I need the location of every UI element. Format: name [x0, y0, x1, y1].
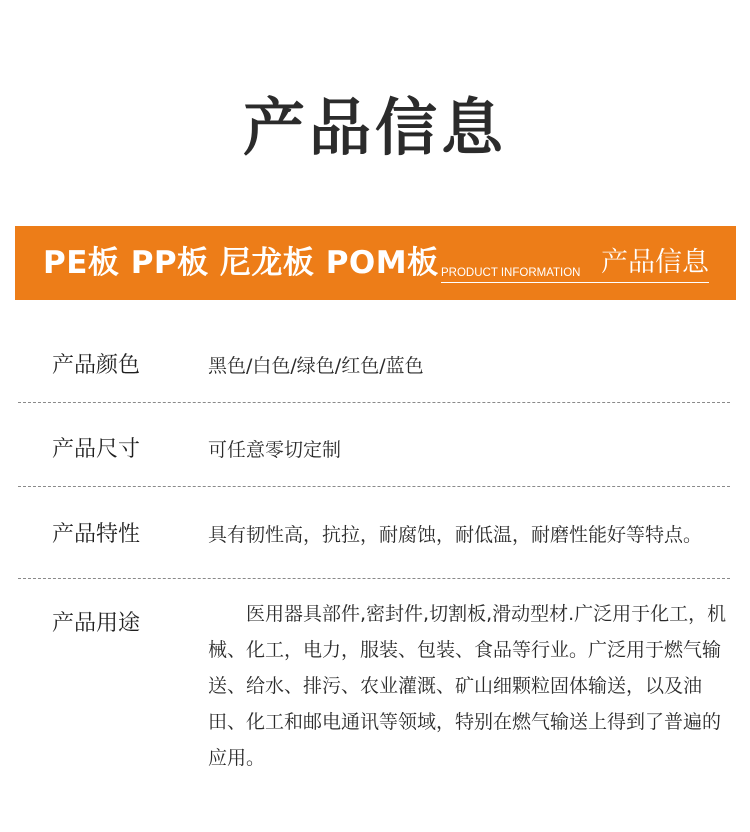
- spec-label-size: 产品尺寸: [52, 437, 141, 462]
- banner-title: PE板 PP板 尼龙板 POM板: [43, 245, 439, 281]
- page-title: 产品信息: [242, 91, 507, 164]
- banner-subtitle: [441, 244, 709, 283]
- banner-subtitle-english: PRODUCT INFORMATION: [441, 267, 581, 279]
- divider: [18, 486, 730, 487]
- banner-subtitle-chinese: 产品信息: [601, 247, 709, 278]
- spec-value-color: 黑色/白色/绿色/红色/蓝色: [208, 355, 424, 377]
- spec-value-usage: 医用器具部件,密封件,切割板,滑动型材.广泛用于化工，机械、化工，电力，服装、包装、食品等行业。广泛用于燃气输送、给水、排污、农业灌溉、矿山细颗粒固体输送，以及油田、化工和邮电通讯等领域，特别在燃气输送上得到了普遍的应用。: [208, 603, 727, 769]
- product-banner: [15, 226, 736, 300]
- spec-label-usage: 产品用途: [52, 611, 141, 636]
- divider: [18, 402, 730, 403]
- divider: [18, 578, 730, 579]
- spec-value-features: 具有韧性高，抗拉，耐腐蚀，耐低温，耐磨性能好等特点。: [208, 524, 703, 546]
- spec-label-features: 产品特性: [52, 522, 141, 547]
- spec-value-size: 可任意零切定制: [208, 439, 342, 461]
- spec-label-color: 产品颜色: [52, 353, 141, 378]
